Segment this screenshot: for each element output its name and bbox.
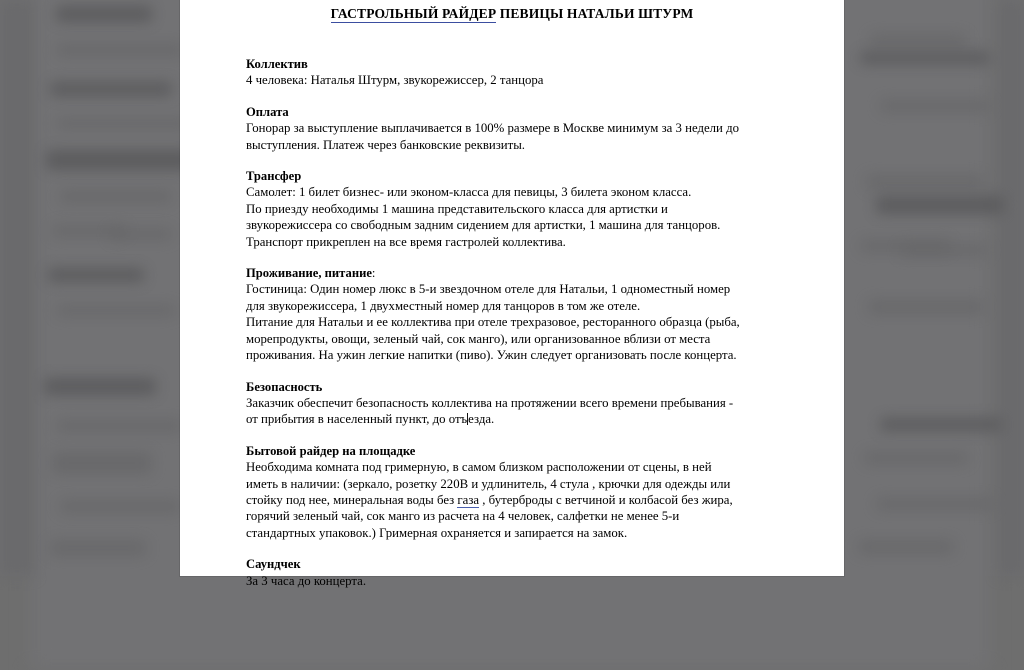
backdrop-text-blob — [876, 196, 1004, 214]
section-line: Транспорт прикреплен на все время гастролей коллектива. — [246, 234, 566, 249]
backdrop-text-blob — [864, 452, 968, 464]
caret-line-after: езда. — [468, 412, 495, 427]
backdrop-text-blob — [52, 452, 152, 474]
backdrop-right-edge — [998, 0, 1024, 576]
line-text-after-link: , бутерброды с ветчиной и колбасой без жира, — [479, 492, 733, 507]
backdrop-text-blob — [56, 118, 190, 129]
section-line: стандартных упаковок.) Гримерная охраняется и запирается на замок. — [246, 525, 628, 540]
section-line: морепродукты, овощи, зеленый чай, сок манго), или организованное вблизи от места — [246, 331, 711, 346]
backdrop-text-blob — [56, 420, 182, 432]
backdrop-text-blob — [876, 498, 994, 510]
section-line: Гостиница: Один номер люкс в 5-и звездочном отеле для Натальи, 1 одноместный номер — [246, 282, 731, 297]
section-line-with-caret[interactable] — [246, 411, 814, 427]
section-oplata — [246, 104, 814, 153]
backdrop-text-blob — [870, 34, 966, 47]
backdrop-text-blob — [110, 228, 172, 240]
document-title — [180, 6, 844, 22]
backdrop-left-edge — [0, 0, 34, 576]
document-page[interactable] — [180, 0, 844, 588]
backdrop-text-blob — [46, 150, 192, 170]
section-heading: Саундчек — [246, 557, 301, 572]
section-line: горячий зеленый чай, сок манго из расчета на 4 человек, салфетки не менее 5-и — [246, 509, 680, 524]
section-line: выступления. Платеж через банковские реквизиты. — [246, 137, 526, 152]
section-line: для звукорежиссера, 1 двухместный номер для танцоров в том же отеле. — [246, 298, 641, 313]
document-title-plain: ПЕВИЦЫ НАТАЛЬИ ШТУРМ — [496, 6, 694, 21]
section-saundchek — [246, 556, 814, 589]
backdrop-text-blob — [48, 268, 144, 282]
backdrop-text-blob — [56, 6, 152, 22]
section-heading: Бытовой райдер на площадке — [246, 443, 416, 458]
section-bezopasnost — [246, 379, 814, 428]
document-sections — [180, 56, 844, 589]
section-line: За 3 часа до концерта. — [246, 573, 367, 588]
backdrop-text-blob — [866, 175, 984, 189]
backdrop-text-blob — [56, 305, 176, 316]
section-transfer — [246, 168, 814, 250]
backdrop-text-blob — [60, 190, 172, 203]
section-line-with-link — [246, 492, 814, 508]
backdrop-text-blob — [880, 100, 990, 112]
backdrop-text-blob — [860, 52, 990, 64]
section-heading-text: Проживание, питание — [246, 266, 372, 281]
backdrop-text-blob — [56, 44, 184, 56]
section-line: Необходима комната под гримерную, в самом близком расположении от сцены, в ней — [246, 460, 712, 475]
section-heading: Коллектив — [246, 57, 308, 71]
backdrop-text-blob — [50, 540, 146, 556]
section-line: звукорежиссера со свободным задним сидением для артистки, 1 машина для танцоров. — [246, 218, 721, 233]
section-line: Гонорар за выступление выплачивается в 100% размере в Москве минимум за 3 недели до — [246, 121, 739, 136]
section-line: Заказчик обеспечит безопасность коллектива на протяжении всего времени пребывания - — [246, 395, 734, 410]
section-heading — [246, 265, 814, 281]
section-prozhivanie-pitanie — [246, 265, 814, 363]
section-line: По приезду необходимы 1 машина представительского класса для артистки и — [246, 201, 668, 216]
section-heading: Оплата — [246, 104, 289, 119]
section-bytovoy-rayder — [246, 443, 814, 541]
document-title-underlined: ГАСТРОЛЬНЫЙ РАЙДЕР — [330, 6, 497, 21]
caret-line-before: от прибытия в населенный пункт, до отъ — [246, 412, 468, 427]
hyperlink-gaza[interactable]: газа — [457, 492, 480, 507]
section-line: Самолет: 1 билет бизнес- или эконом-класса для певицы, 3 билета эконом класса. — [246, 185, 692, 200]
backdrop-text-blob — [50, 82, 172, 96]
backdrop-text-blob — [868, 300, 984, 314]
section-line: 4 человека: Наталья Штурм, звукорежиссер, 2 танцора — [246, 73, 544, 88]
backdrop-text-blob — [880, 418, 1002, 431]
section-heading-suffix: : — [371, 266, 376, 281]
section-line: проживания. На ужин легкие напитки (пиво). Ужин следует организовать после концерта. — [246, 348, 737, 363]
backdrop-text-blob — [858, 540, 954, 554]
backdrop-text-blob — [900, 244, 988, 256]
document-body — [180, 0, 844, 589]
section-kollektiv — [246, 56, 814, 89]
backdrop-text-blob — [60, 500, 180, 513]
section-line: Питание для Натальи и ее коллектива при отеле трехразовое, ресторанного образца (рыба, — [246, 315, 740, 330]
section-heading: Трансфер — [246, 169, 302, 184]
section-line: иметь в наличии: (зеркало, розетку 220В и удлинитель, 4 стула , крючки для одежды или — [246, 476, 731, 491]
line-text-before-link: стойку под нее, минеральная воды без — [246, 492, 458, 507]
section-heading: Безопасность — [246, 379, 323, 394]
backdrop-text-blob — [44, 378, 156, 395]
